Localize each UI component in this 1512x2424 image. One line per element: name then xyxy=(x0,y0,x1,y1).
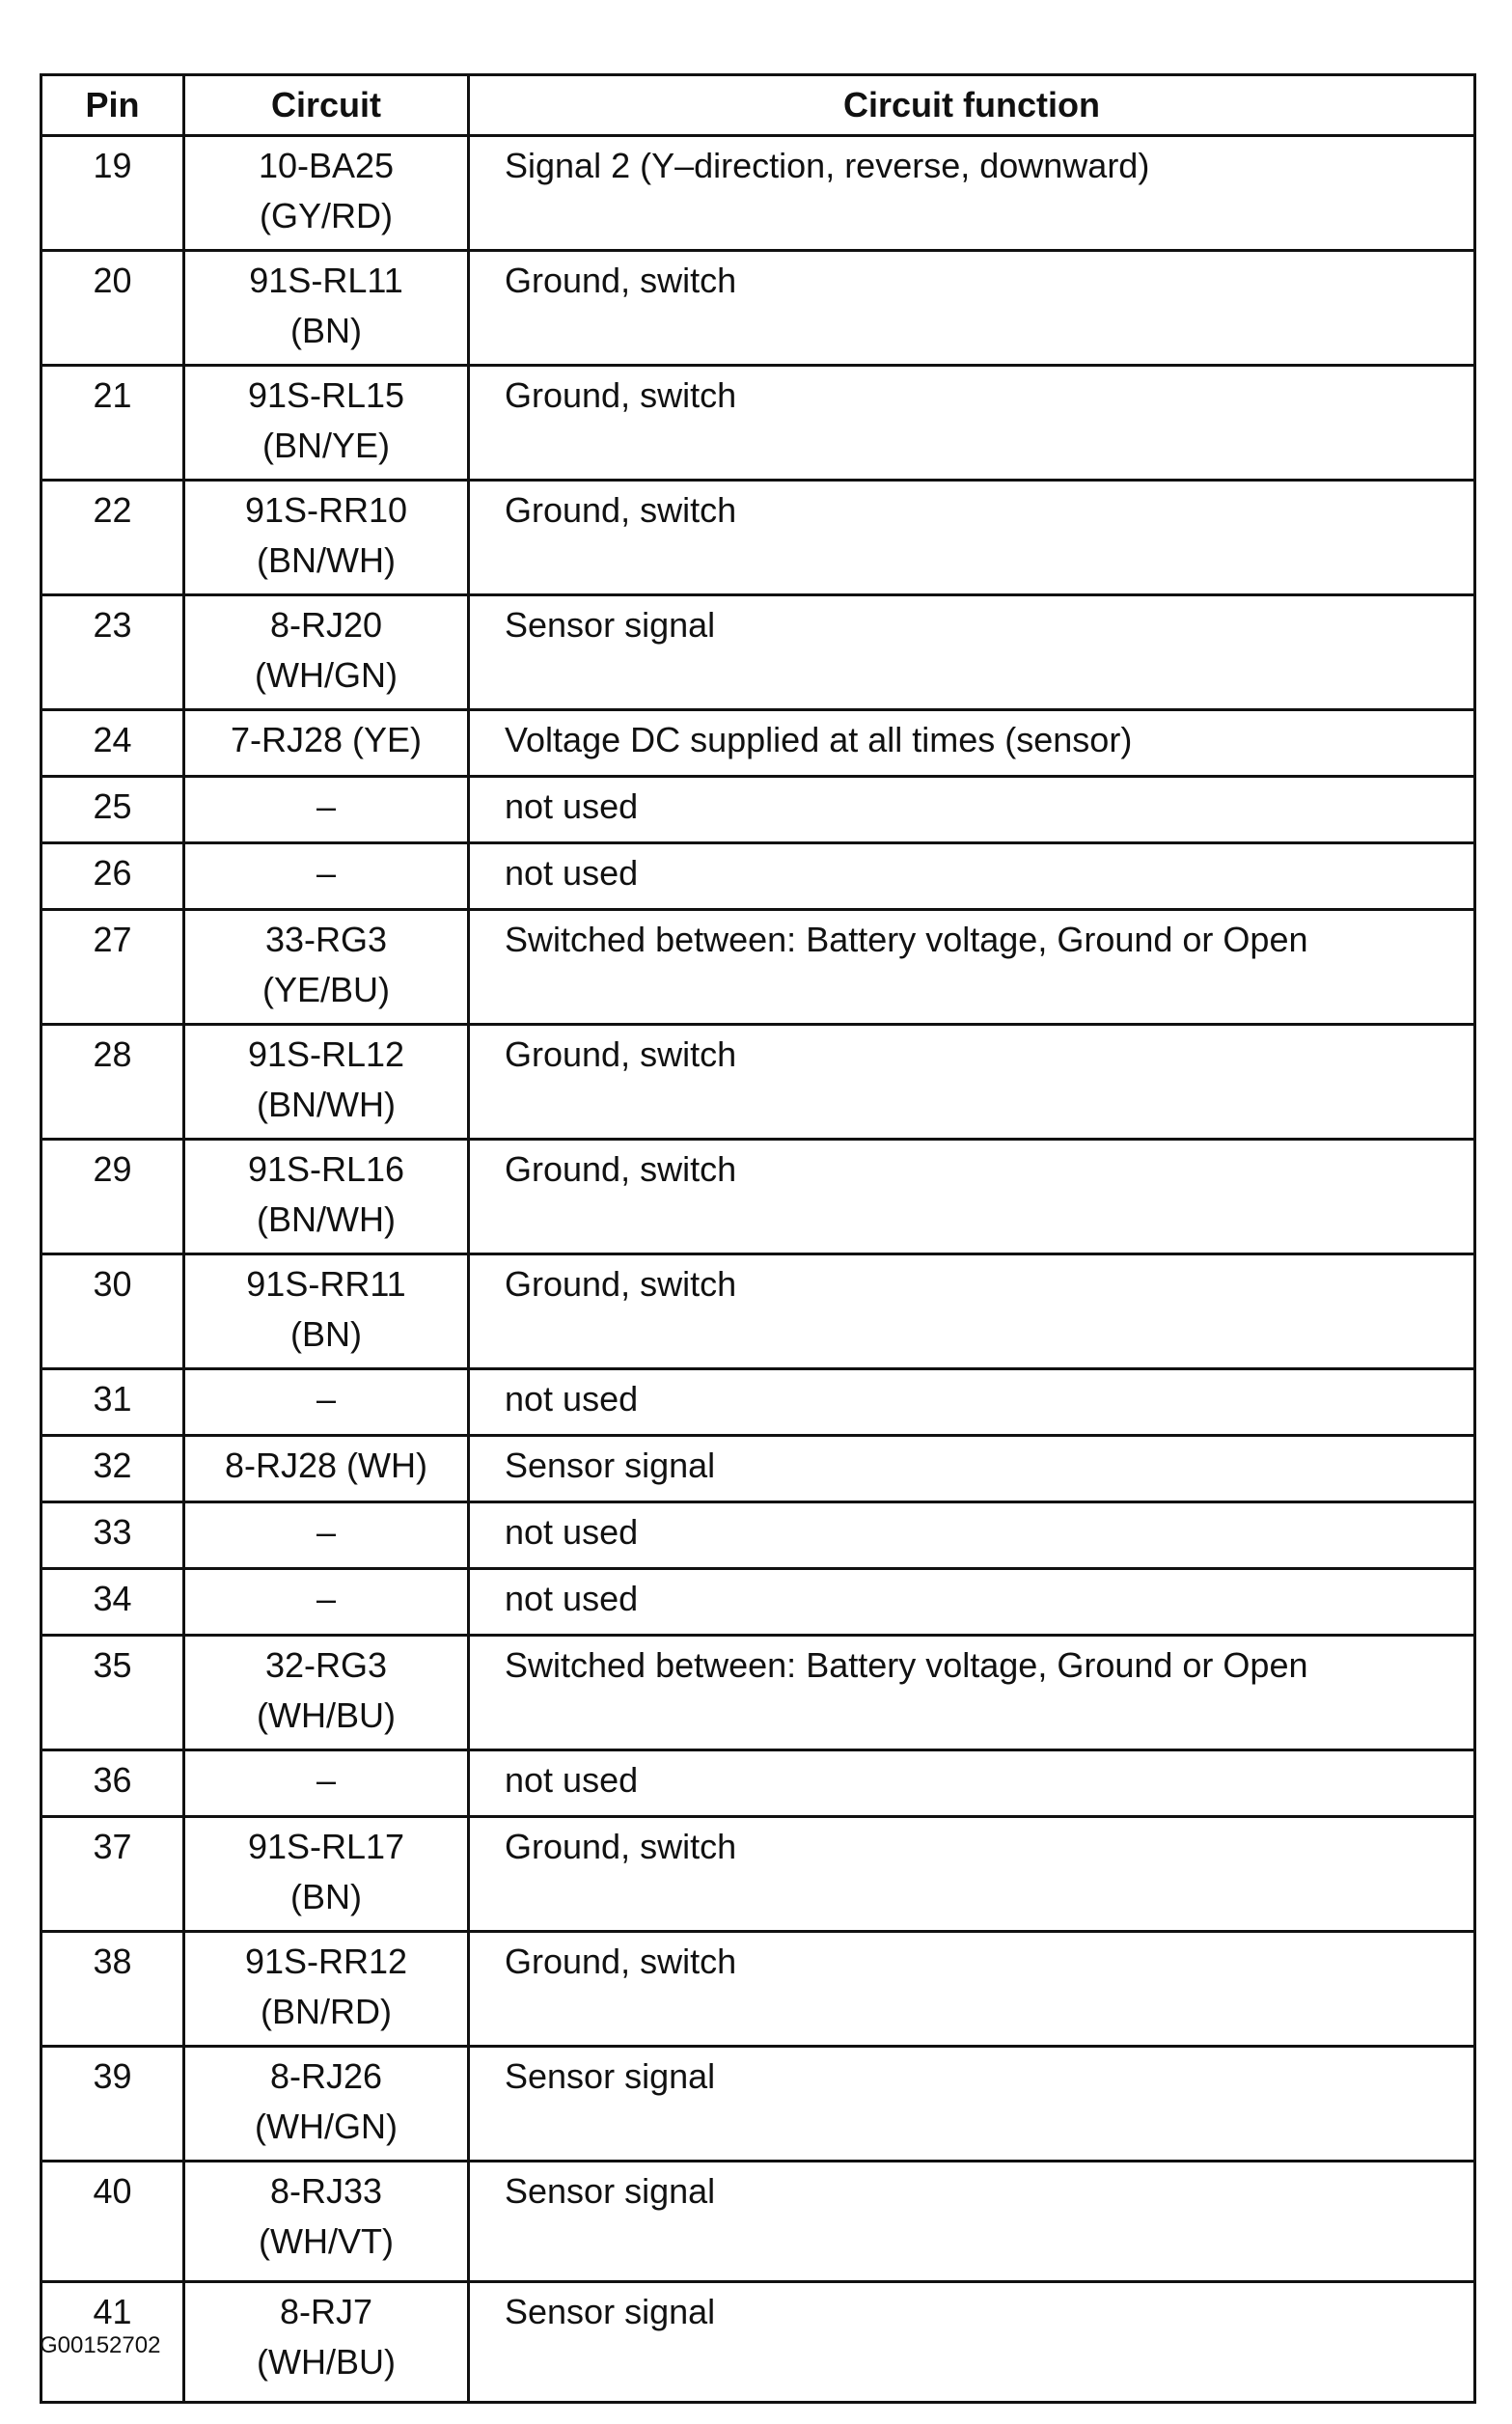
pin-cell: 32 xyxy=(41,1436,184,1502)
circuit-function-cell: Voltage DC supplied at all times (sensor) xyxy=(469,710,1475,777)
circuit-function-cell: Sensor signal xyxy=(469,2162,1475,2282)
circuit-function-cell: not used xyxy=(469,1569,1475,1636)
pin-cell: 29 xyxy=(41,1140,184,1254)
circuit-function-cell: Ground, switch xyxy=(469,1025,1475,1140)
pin-cell: 25 xyxy=(41,777,184,843)
pin-cell: 35 xyxy=(41,1636,184,1750)
pin-cell: 28 xyxy=(41,1025,184,1140)
circuit-function-cell: Sensor signal xyxy=(469,2047,1475,2162)
header-circuit-function: Circuit function xyxy=(469,75,1475,136)
circuit-function-cell: Ground, switch xyxy=(469,251,1475,366)
table-row xyxy=(41,595,1475,710)
circuit-function-cell: not used xyxy=(469,1369,1475,1436)
table-row xyxy=(41,1817,1475,1932)
circuit-function-cell: Ground, switch xyxy=(469,1932,1475,2047)
table-row xyxy=(41,366,1475,481)
table-row xyxy=(41,2162,1475,2282)
circuit-cell: 33-RG3 (YE/BU) xyxy=(184,910,469,1025)
circuit-cell: 91S-RR12 (BN/RD) xyxy=(184,1932,469,2047)
circuit-cell: 91S-RR10 (BN/WH) xyxy=(184,481,469,595)
circuit-cell: 10-BA25 (GY/RD) xyxy=(184,136,469,251)
circuit-cell: 7-RJ28 (YE) xyxy=(184,710,469,777)
circuit-cell: – xyxy=(184,1750,469,1817)
circuit-cell: 91S-RL12 (BN/WH) xyxy=(184,1025,469,1140)
circuit-cell: 91S-RL11 (BN) xyxy=(184,251,469,366)
circuit-cell: – xyxy=(184,843,469,910)
table-row xyxy=(41,1750,1475,1817)
circuit-cell: 91S-RL16 (BN/WH) xyxy=(184,1140,469,1254)
pin-cell: 30 xyxy=(41,1254,184,1369)
table-row xyxy=(41,481,1475,595)
circuit-cell: 32-RG3 (WH/BU) xyxy=(184,1636,469,1750)
table-row xyxy=(41,1636,1475,1750)
circuit-function-cell: Ground, switch xyxy=(469,1817,1475,1932)
pin-cell: 26 xyxy=(41,843,184,910)
circuit-function-cell: not used xyxy=(469,1750,1475,1817)
header-circuit: Circuit xyxy=(184,75,469,136)
table-row xyxy=(41,910,1475,1025)
header-pin: Pin xyxy=(41,75,184,136)
circuit-function-cell: Ground, switch xyxy=(469,1254,1475,1369)
pin-cell: 22 xyxy=(41,481,184,595)
table-row xyxy=(41,251,1475,366)
table-row xyxy=(41,1025,1475,1140)
circuit-cell: 8-RJ33 (WH/VT) xyxy=(184,2162,469,2282)
pin-cell: 23 xyxy=(41,595,184,710)
circuit-cell: 91S-RL17 (BN) xyxy=(184,1817,469,1932)
circuit-cell: 91S-RL15 (BN/YE) xyxy=(184,366,469,481)
table-row xyxy=(41,1254,1475,1369)
pin-cell: 33 xyxy=(41,1502,184,1569)
pin-cell: 38 xyxy=(41,1932,184,2047)
header-row xyxy=(41,75,1475,136)
circuit-cell: – xyxy=(184,777,469,843)
circuit-function-cell: Ground, switch xyxy=(469,1140,1475,1254)
circuit-function-cell: not used xyxy=(469,1502,1475,1569)
circuit-function-cell: not used xyxy=(469,843,1475,910)
table-row xyxy=(41,1140,1475,1254)
pin-cell: 39 xyxy=(41,2047,184,2162)
circuit-function-cell: not used xyxy=(469,777,1475,843)
circuit-cell: 8-RJ26 (WH/GN) xyxy=(184,2047,469,2162)
circuit-function-cell: Switched between: Battery voltage, Ground or Open xyxy=(469,1636,1475,1750)
table-body xyxy=(41,136,1475,2403)
pin-cell: 20 xyxy=(41,251,184,366)
circuit-cell: – xyxy=(184,1569,469,1636)
circuit-cell: – xyxy=(184,1369,469,1436)
pin-cell: 36 xyxy=(41,1750,184,1817)
circuit-cell: 8-RJ7 (WH/BU) xyxy=(184,2282,469,2403)
circuit-function-cell: Ground, switch xyxy=(469,366,1475,481)
table-row xyxy=(41,136,1475,251)
pin-cell: 27 xyxy=(41,910,184,1025)
table-row xyxy=(41,1932,1475,2047)
circuit-cell: 8-RJ28 (WH) xyxy=(184,1436,469,1502)
table-row xyxy=(41,1502,1475,1569)
circuit-function-cell: Switched between: Battery voltage, Ground or Open xyxy=(469,910,1475,1025)
table-row xyxy=(41,843,1475,910)
table-row xyxy=(41,1369,1475,1436)
table-row xyxy=(41,2047,1475,2162)
pin-cell: 31 xyxy=(41,1369,184,1436)
figure-id: G00152702 xyxy=(40,2332,161,2358)
table-row xyxy=(41,1569,1475,1636)
table-row xyxy=(41,2282,1475,2403)
circuit-function-cell: Signal 2 (Y–direction, reverse, downward) xyxy=(469,136,1475,251)
pin-cell: 40 xyxy=(41,2162,184,2282)
pin-cell: 19 xyxy=(41,136,184,251)
pin-cell: 37 xyxy=(41,1817,184,1932)
circuit-function-cell: Ground, switch xyxy=(469,481,1475,595)
table-row xyxy=(41,710,1475,777)
circuit-function-cell: Sensor signal xyxy=(469,2282,1475,2403)
pin-cell: 41 xyxy=(41,2282,184,2403)
circuit-cell: 91S-RR11 (BN) xyxy=(184,1254,469,1369)
pin-cell: 34 xyxy=(41,1569,184,1636)
circuit-cell: – xyxy=(184,1502,469,1569)
pin-cell: 24 xyxy=(41,710,184,777)
circuit-cell: 8-RJ20 (WH/GN) xyxy=(184,595,469,710)
circuit-function-cell: Sensor signal xyxy=(469,1436,1475,1502)
table-row xyxy=(41,777,1475,843)
pin-assignment-table xyxy=(40,73,1476,2404)
table-row xyxy=(41,1436,1475,1502)
circuit-function-cell: Sensor signal xyxy=(469,595,1475,710)
pin-cell: 21 xyxy=(41,366,184,481)
